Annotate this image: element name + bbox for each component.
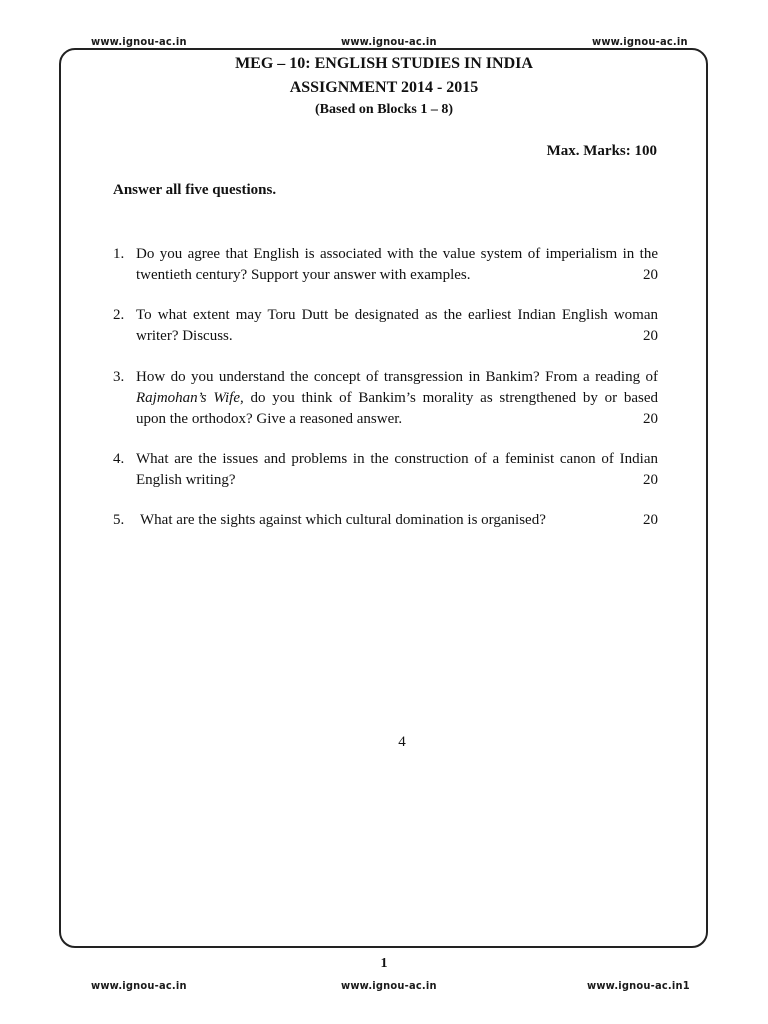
footer-link-center[interactable]: www.ignou-ac.in xyxy=(341,979,437,992)
question-number: 4. xyxy=(113,451,125,467)
question-2 xyxy=(113,305,658,347)
page-number: 1 xyxy=(380,956,388,971)
question-text-line: How do you understand the concept of transgression in Bankim? From a reading of xyxy=(136,369,658,385)
footer-link-left[interactable]: www.ignou-ac.in xyxy=(91,979,187,992)
question-marks: 20 xyxy=(643,472,658,488)
question-text-line: Do you agree that English is associated with the value system of imperialism in the xyxy=(136,246,658,262)
question-4 xyxy=(113,449,658,491)
question-marks: 20 xyxy=(643,411,658,427)
header-link-center[interactable]: www.ignou-ac.in xyxy=(341,35,437,48)
question-text-line: upon the orthodox? Give a reasoned answer. xyxy=(136,411,403,427)
question-1 xyxy=(113,244,658,286)
question-number: 1. xyxy=(113,246,125,262)
question-text-line: To what extent may Toru Dutt be designated as the earliest Indian English woman xyxy=(136,307,658,323)
question-text-line: What are the sights against which cultural domination is organised? xyxy=(140,512,546,528)
question-text-line xyxy=(136,388,658,409)
question-text-line: English writing? xyxy=(136,472,236,488)
header-link-left[interactable]: www.ignou-ac.in xyxy=(91,35,187,48)
novel-title: Rajmohan’s Wife xyxy=(136,390,240,406)
header-link-right[interactable]: www.ignou-ac.in xyxy=(592,35,688,48)
inner-page-number: 4 xyxy=(398,734,406,750)
question-number: 5. xyxy=(113,512,125,528)
question-3 xyxy=(113,367,658,430)
course-title: MEG – 10: ENGLISH STUDIES IN INDIA xyxy=(235,55,533,72)
question-5 xyxy=(113,510,658,531)
question-text-line: writer? Discuss. xyxy=(136,328,233,344)
question-text-fragment: , do you think of Bankim’s morality as strengthened by or based xyxy=(239,390,658,406)
question-marks: 20 xyxy=(643,267,658,283)
footer-link-right[interactable]: www.ignou-ac.in1 xyxy=(587,979,690,992)
assignment-title: ASSIGNMENT 2014 - 2015 xyxy=(289,79,479,96)
question-number: 2. xyxy=(113,307,125,323)
blocks-subtitle: (Based on Blocks 1 – 8) xyxy=(314,102,454,117)
question-marks: 20 xyxy=(643,512,658,528)
max-marks: Max. Marks: 100 xyxy=(546,143,657,159)
question-number: 3. xyxy=(113,369,125,385)
question-text-line: What are the issues and problems in the construction of a feminist canon of Indian xyxy=(136,451,658,467)
question-text-line: twentieth century? Support your answer with examples. xyxy=(136,267,471,283)
instruction: Answer all five questions. xyxy=(113,182,277,198)
question-marks: 20 xyxy=(643,328,658,344)
